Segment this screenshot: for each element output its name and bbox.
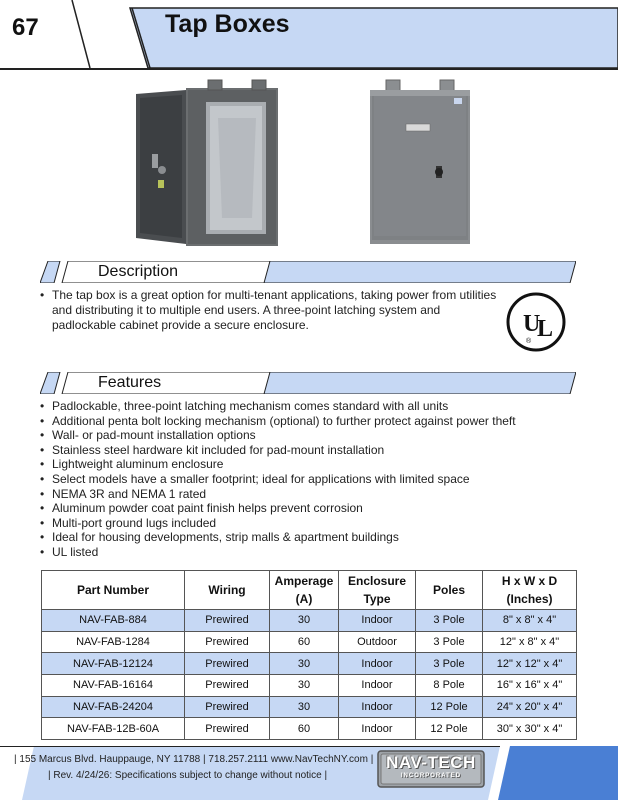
feature-item: • Lightweight aluminum enclosure bbox=[40, 457, 580, 472]
cell-poles: 8 Pole bbox=[416, 675, 483, 697]
cell-wiring: Prewired bbox=[185, 631, 270, 653]
cell-enclosure: Outdoor bbox=[339, 631, 416, 653]
cell-part-number: NAV-FAB-16164 bbox=[42, 675, 185, 697]
table-row bbox=[42, 675, 577, 697]
col-poles: Poles bbox=[416, 571, 483, 610]
description-heading: Description bbox=[98, 263, 179, 280]
cell-poles: 3 Pole bbox=[416, 631, 483, 653]
page-title: Tap Boxes bbox=[165, 10, 290, 38]
spec-table bbox=[41, 570, 577, 740]
cell-part-number: NAV-FAB-12124 bbox=[42, 653, 185, 675]
features-list bbox=[40, 399, 580, 560]
cell-poles: 3 Pole bbox=[416, 610, 483, 632]
cell-poles: 12 Pole bbox=[416, 696, 483, 718]
description-item: • The tap box is a great option for multi-tenant applications, taking power from utilities and distributing it to multiple end users. A three-point latching system and padlockable cabinet provide a secure enclosure. bbox=[40, 288, 500, 333]
col-wiring: Wiring bbox=[185, 571, 270, 610]
table-row bbox=[42, 631, 577, 653]
ul-registered: ® bbox=[526, 338, 532, 345]
cell-enclosure: Indoor bbox=[339, 675, 416, 697]
ul-letter-l: L bbox=[537, 316, 554, 342]
ul-letter-u: U bbox=[523, 311, 541, 337]
cell-enclosure: Indoor bbox=[339, 653, 416, 675]
footer-address: | 155 Marcus Blvd. Hauppauge, NY 11788 | 718.257.2111 www.NavTechNY.com | bbox=[14, 754, 374, 765]
col-enclosure-type: Enclosure Type bbox=[339, 571, 416, 610]
cell-amperage: 30 bbox=[270, 675, 339, 697]
feature-item: • NEMA 3R and NEMA 1 rated bbox=[40, 487, 580, 502]
cell-dimensions: 8" x 8" x 4" bbox=[483, 610, 577, 632]
cell-amperage: 30 bbox=[270, 653, 339, 675]
cell-amperage: 30 bbox=[270, 610, 339, 632]
cell-dimensions: 24" x 20" x 4" bbox=[483, 696, 577, 718]
cell-wiring: Prewired bbox=[185, 718, 270, 740]
cell-part-number: NAV-FAB-24204 bbox=[42, 696, 185, 718]
logo-wordmark: NAV-TECH bbox=[386, 753, 476, 772]
col-part-number: Part Number bbox=[42, 571, 185, 610]
cell-amperage: 60 bbox=[270, 631, 339, 653]
cell-enclosure: Indoor bbox=[339, 610, 416, 632]
cell-dimensions: 12" x 12" x 4" bbox=[483, 653, 577, 675]
nav-tech-logo bbox=[377, 750, 485, 788]
description-banner bbox=[40, 261, 576, 283]
col-amperage: Amperage (A) bbox=[270, 571, 339, 610]
cell-enclosure: Indoor bbox=[339, 696, 416, 718]
cell-part-number: NAV-FAB-884 bbox=[42, 610, 185, 632]
cell-wiring: Prewired bbox=[185, 675, 270, 697]
cell-wiring: Prewired bbox=[185, 610, 270, 632]
table-row bbox=[42, 653, 577, 675]
feature-item: • Multi-port ground lugs included bbox=[40, 516, 580, 531]
cell-part-number: NAV-FAB-12B-60A bbox=[42, 718, 185, 740]
cell-enclosure: Indoor bbox=[339, 718, 416, 740]
cell-wiring: Prewired bbox=[185, 653, 270, 675]
header-band bbox=[0, 0, 618, 70]
footer-revision: | Rev. 4/24/26: Specifications subject to change without notice | bbox=[48, 770, 328, 781]
page-number: 67 bbox=[12, 14, 39, 41]
cell-dimensions: 16" x 16" x 4" bbox=[483, 675, 577, 697]
feature-item: • Padlockable, three-point latching mechanism comes standard with all units bbox=[40, 399, 580, 414]
feature-item: • Select models have a smaller footprint; ideal for applications with limited space bbox=[40, 472, 580, 487]
cell-amperage: 60 bbox=[270, 718, 339, 740]
logo-subtext: INCORPORATED bbox=[400, 773, 462, 779]
feature-item: • Aluminum powder coat paint finish helps prevent corrosion bbox=[40, 501, 580, 516]
table-row bbox=[42, 696, 577, 718]
table-header-row bbox=[42, 571, 577, 610]
tap-box-closed-photo bbox=[364, 78, 474, 246]
cell-poles: 3 Pole bbox=[416, 653, 483, 675]
tap-box-open-photo bbox=[128, 78, 288, 250]
header-rule bbox=[0, 68, 618, 70]
cell-wiring: Prewired bbox=[185, 696, 270, 718]
col-dimensions: H x W x D (Inches) bbox=[483, 571, 577, 610]
feature-item: • Wall- or pad-mount installation options bbox=[40, 428, 580, 443]
cell-part-number: NAV-FAB-1284 bbox=[42, 631, 185, 653]
feature-item: • UL listed bbox=[40, 545, 580, 560]
cell-amperage: 30 bbox=[270, 696, 339, 718]
features-heading: Features bbox=[98, 374, 162, 391]
table-row bbox=[42, 718, 577, 740]
cell-dimensions: 12" x 8" x 4" bbox=[483, 631, 577, 653]
table-row bbox=[42, 610, 577, 632]
feature-item: • Additional penta bolt locking mechanism (optional) to further protect against power theft bbox=[40, 414, 580, 429]
feature-item: • Ideal for housing developments, strip malls & apartment buildings bbox=[40, 530, 580, 545]
features-banner bbox=[40, 372, 576, 394]
feature-item: • Stainless steel hardware kit included for pad-mount installation bbox=[40, 443, 580, 458]
ul-listed-logo bbox=[506, 292, 566, 352]
description-list bbox=[40, 288, 500, 333]
cell-dimensions: 30" x 30" x 4" bbox=[483, 718, 577, 740]
cell-poles: 12 Pole bbox=[416, 718, 483, 740]
